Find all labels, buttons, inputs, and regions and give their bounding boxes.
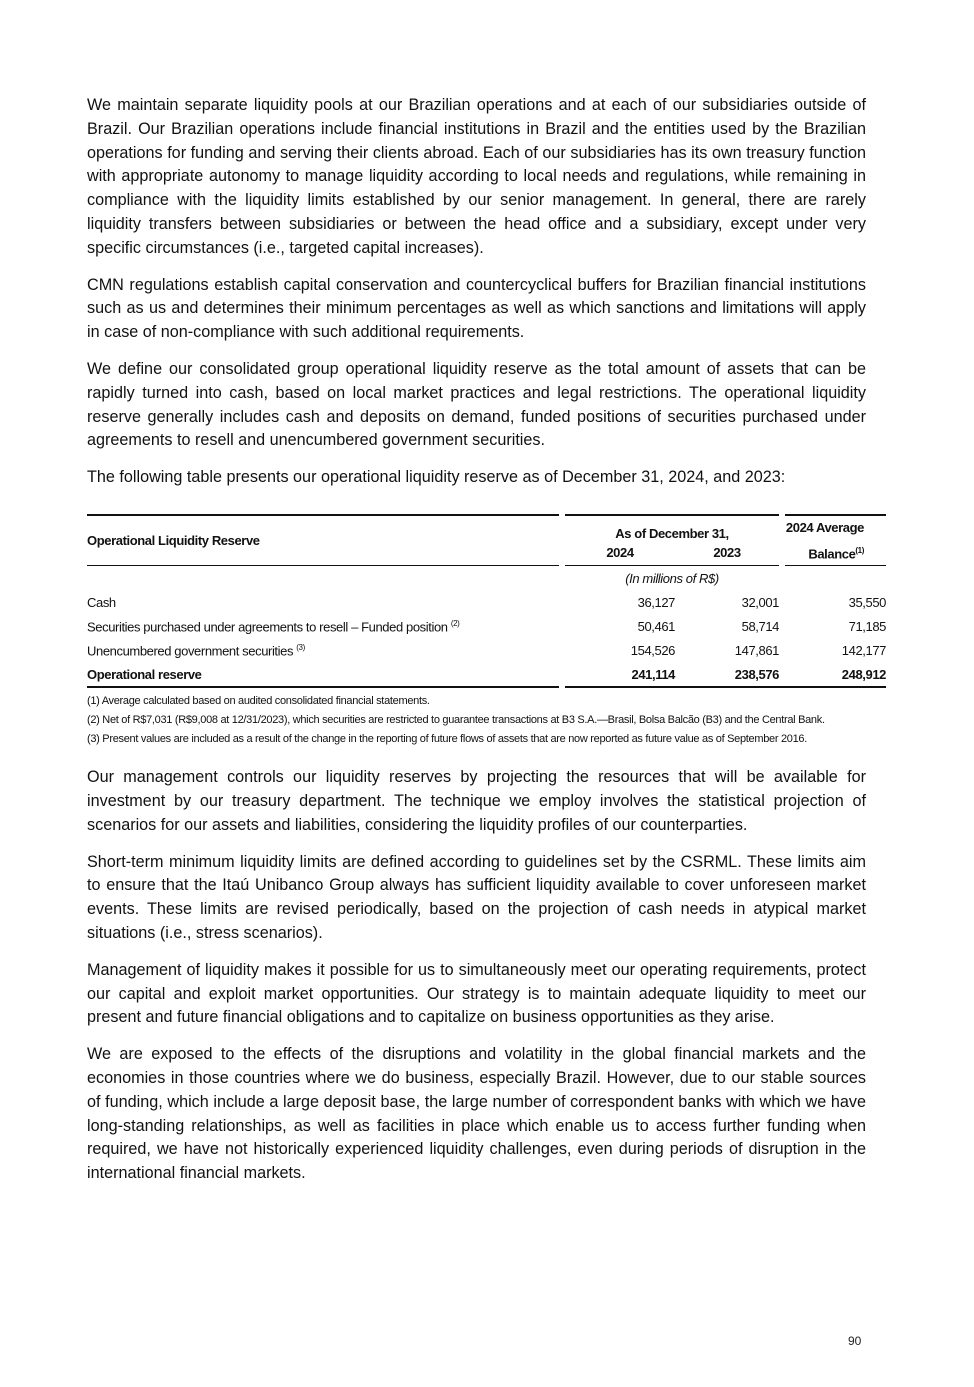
row-label: Cash (87, 594, 116, 610)
paragraph-liquidity-pools: We maintain separate liquidity pools at our Brazilian operations and at each of our subsidiaries outside of Brazil. Our Brazilian operations include financial institutions in Brazil and the entities used by the Brazilian operations for funding and serving their clients abroad. Each of our subsidiaries has its own treasury function with appropriate autonomy to manage liquidity according to local needs and regulations, while remaining in compliance with the liquidity limits established by our senior management. In general, there are rarely liquidity transfers between subsidiaries or between the head office and a subsidiary, except under very specific circumstances (i.e., targeted capital increases). (87, 96, 866, 257)
paragraph-management-controls: Our management controls our liquidity reserves by projecting the resources that will be available for investment by our treasury department. The technique we employ involves the statistical projection of scenarios for our assets and liabilities, considering the liquidity profiles of our counterparties. (87, 768, 866, 834)
table-title: Operational Liquidity Reserve (87, 515, 559, 566)
table-row: Cash 36,127 32,001 35,550 (87, 594, 886, 610)
header-year-2024: 2024 (565, 541, 675, 566)
row-label: Unencumbered government securities (87, 642, 294, 658)
paragraph-table-intro: The following table presents our operational liquidity reserve as of December 31, 2024, and 2023: (87, 468, 786, 487)
page-number: 90 (848, 1334, 862, 1348)
paragraph-liquidity-management: Management of liquidity makes it possible for us to simultaneously meet our operating requirements, protect our capital and exploit market opportunities. Our strategy is to maintain adequate liquidity to meet our present and future financial obligations and to capitalize on business opportunities as they arise. (87, 960, 866, 1027)
units-label: (In millions of R$) (625, 570, 719, 586)
footnote-3: (3) Present values are included as a result of the change in the reporting of future flows of assets that are now reported as future value as of September 2016. (87, 733, 808, 746)
paragraph-cmn-regulations: CMN regulations establish capital conservation and countercyclical buffers for Brazilian financial institutions such as us and determines their minimum percentages as well as which sanctions and limitations will apply in case of non-compliance with such additional requirements. (87, 275, 866, 342)
header-average-balance: 2024 Average Balance$^{(1)}$ (785, 515, 886, 566)
document-page (87, 94, 886, 1199)
header-year-2023: 2023 (675, 541, 779, 566)
footnote-1: (1) Average calculated based on audited consolidated financial statements. (87, 695, 430, 708)
header-as-of: As of December 31, (565, 515, 779, 541)
paragraph-reserve-definition: We define our consolidated group operational liquidity reserve as the total amount of assets that can be rapidly turned into cash, based on local market practices and legal restrictions. The operational liquidity reserve generally includes cash and deposits on demand, funded positions of securities purchased under agreements to resell and unencumbered government securities. (87, 359, 866, 450)
paragraph-short-term-limits: Short-term minimum liquidity limits are defined according to guidelines set by the CSRML. These limits aim to ensure that the Itaú Unibanco Group always has sufficient liquidity available to cover unforeseen market events. These limits are revised periodically, based on the projection of cash needs in atypical market situations (i.e., stress scenarios). (87, 852, 866, 943)
table-row: Unencumbered government securities $^{(3)}$ 154,526 147,861 142,177 (87, 642, 886, 658)
footnote-2: (2) Net of R$7,031 (R$9,008 at 12/31/2023), which securities are restricted to guarantee transactions at B3 S.A.—Brasil, Bolsa Balcão (B3) and the Central Bank. (87, 714, 825, 727)
row-label: Securities purchased under agreements to resell – Funded position (87, 618, 448, 634)
table-row: Securities purchased under agreements to resell – Funded position $^{(2)}$ 50,461 58,714 71,185 (87, 618, 886, 634)
table-footnotes (87, 692, 886, 748)
table-total-row: Operational reserve 241,114 238,576 248,912 (87, 662, 886, 687)
liquidity-reserve-table (87, 514, 886, 748)
paragraph-market-exposure: We are exposed to the effects of the disruptions and volatility in the global financial markets and the economies in those countries where we do business, especially Brazil. However, due to our stable sources of funding, which include a large deposit base, the large number of correspondent banks with which we have long-standing relationships, as well as facilities in place which enable us to access further funding when required, we have not historically experienced liquidity challenges, even during periods of disruption in the international financial markets. (87, 1045, 866, 1183)
